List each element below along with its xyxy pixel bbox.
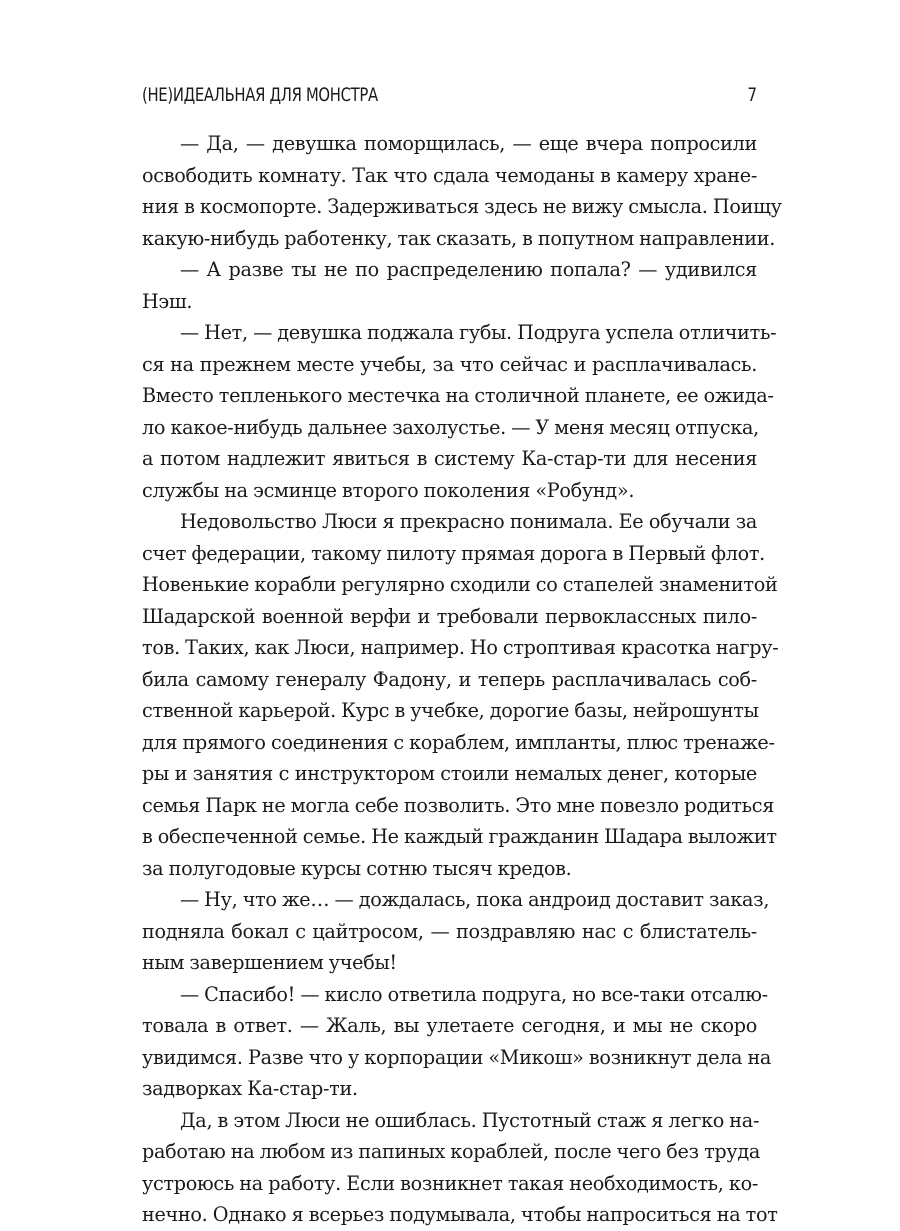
- text-line: Новенькие корабли регулярно сходили со стапелей знаменитой: [142, 573, 778, 596]
- text-line: семья Парк не могла себе позволить. Это мне повезло родиться: [142, 793, 774, 817]
- text-line: задворках Ка-стар-ти.: [142, 1077, 358, 1100]
- text-line: Шадарской военной верфи и требовали первоклассных пило-: [142, 604, 757, 628]
- body-text: [142, 128, 782, 1231]
- running-header: [142, 84, 757, 114]
- text-line: нечно. Однако я всерьез подумывала, чтобы напроситься на тот: [142, 1203, 778, 1226]
- text-line: товала в ответ. — Жаль, вы улетаете сегодня, и мы не скоро: [142, 1014, 757, 1037]
- text-line: тов. Таких, как Люси, например. Но строптивая красотка нагру-: [142, 636, 779, 659]
- text-line: ры и занятия с инструктором стоили немалых денег, которые: [142, 762, 757, 785]
- text-line: для прямого соединения с кораблем, импланты, плюс тренаже-: [142, 730, 775, 754]
- running-title: (НЕ)ИДЕАЛЬНАЯ ДЛЯ МОНСТРА: [142, 84, 378, 106]
- text-line: — Спасибо! — кисло ответила подруга, но все-таки отсалю-: [180, 982, 768, 1006]
- text-line: подняла бокал с цайтросом, — поздравляю нас с блистатель-: [142, 919, 757, 943]
- paragraph: [142, 254, 757, 317]
- text-line: — Ну, что же… — дождалась, пока андроид доставит заказ,: [180, 888, 770, 911]
- text-line: ственной карьерой. Курс в учебке, дорогие базы, нейрошунты: [142, 699, 759, 722]
- paragraph: [142, 506, 779, 884]
- paragraph: [142, 884, 770, 979]
- text-line: ся на прежнем месте учебы, за что сейчас и расплачивалась.: [142, 352, 757, 376]
- paragraph: [142, 128, 782, 254]
- text-line: ло какое-нибудь дальнее захолустье. — У меня месяц отпуска,: [142, 415, 759, 439]
- text-line: в обеспеченной семье. Не каждый гражданин Шадара выложит: [142, 825, 777, 848]
- text-line: устроюсь на работу. Если возникнет такая необходимость, ко-: [142, 1171, 759, 1195]
- text-line: счет федерации, такому пилоту прямая дорога в Первый флот.: [142, 541, 765, 565]
- text-line: освободить комнату. Так что сдала чемоданы в камеру хране-: [142, 163, 757, 187]
- text-line: Нэш.: [142, 289, 193, 313]
- text-line: а потом надлежит явиться в систему Ка-стар-ти для несения: [142, 447, 757, 470]
- text-line: Недовольство Люси я прекрасно понимала. Ее обучали за: [180, 510, 757, 533]
- paragraph: [142, 1105, 778, 1231]
- text-line: какую-нибудь работенку, так сказать, в попутном направлении.: [142, 226, 776, 250]
- text-line: службы на эсминце второго поколения «Робунд».: [142, 478, 635, 502]
- text-line: работаю на любом из папиных кораблей, после чего без труда: [142, 1140, 761, 1163]
- paragraph: [142, 979, 772, 1105]
- page-number: 7: [747, 84, 757, 106]
- text-line: — Нет, — девушка поджала губы. Подруга успела отличить-: [180, 321, 777, 344]
- text-line: Вместо тепленького местечка на столичной планете, ее ожида-: [142, 384, 774, 407]
- text-line: — Да, — девушка поморщилась, — еще вчера попросили: [180, 132, 757, 155]
- text-line: увидимся. Разве что у корпорации «Микош» возникнут дела на: [142, 1045, 772, 1069]
- text-line: била самому генералу Фадону, и теперь расплачивалась соб-: [142, 667, 757, 691]
- paragraph: [142, 317, 777, 506]
- text-line: ным завершением учебы!: [142, 951, 397, 974]
- text-line: — А разве ты не по распределению попала? — удивился: [180, 258, 757, 281]
- text-line: ния в космопорте. Задерживаться здесь не вижу смысла. Поищу: [142, 195, 782, 218]
- text-line: за полугодовые курсы сотню тысяч кредов.: [142, 856, 572, 880]
- text-line: Да, в этом Люси не ошиблась. Пустотный стаж я легко на-: [180, 1108, 760, 1132]
